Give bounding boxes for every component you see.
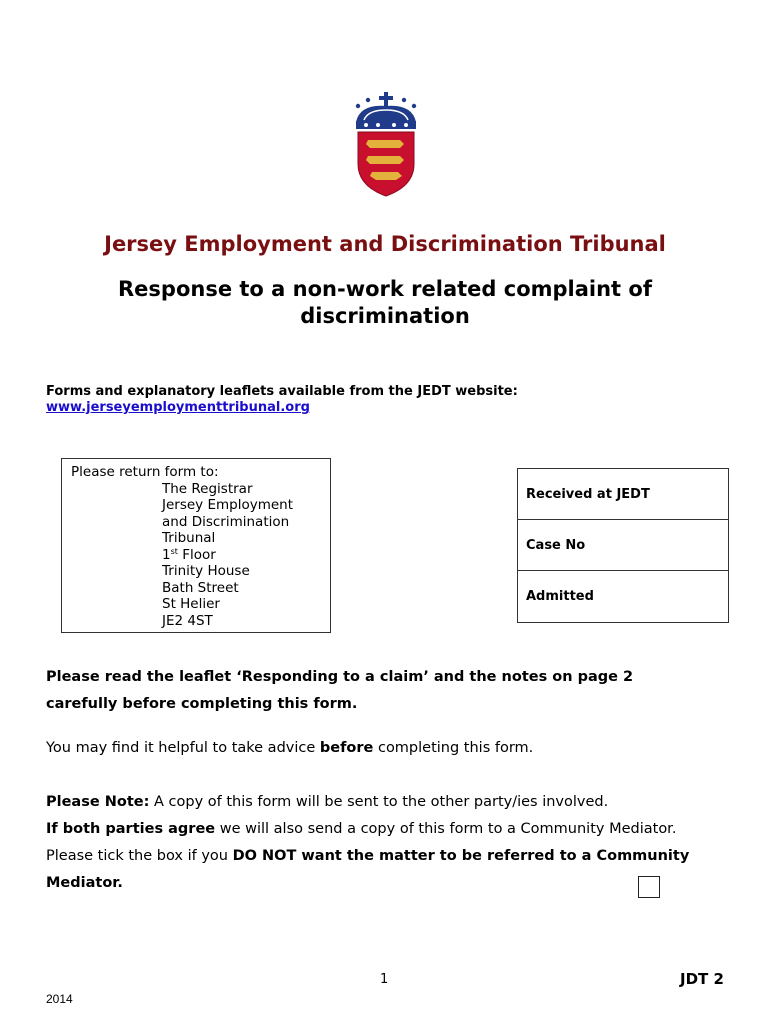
case-no-label: Case No	[526, 537, 586, 553]
leaflet-instruction	[46, 664, 736, 718]
note-line	[46, 789, 736, 816]
agree-text: we will also send a copy of this form to a Community Mediator.	[215, 821, 677, 837]
received-label: Received at JEDT	[526, 486, 650, 502]
note-bold: Please Note:	[46, 794, 150, 810]
document-year: 2014	[46, 992, 73, 1006]
floor-suffix: st	[170, 546, 178, 556]
leaflet-line-2: carefully before completing this form.	[46, 696, 358, 712]
return-address-lines	[162, 481, 330, 630]
address-line-floor	[162, 547, 330, 564]
address-line: JE2 4ST	[162, 612, 213, 629]
admitted-label: Admitted	[526, 589, 594, 604]
office-use-box	[517, 468, 729, 623]
address-line: St Helier	[162, 596, 220, 612]
tick-line-2	[46, 870, 736, 897]
website-link[interactable]: www.jerseyemploymenttribunal.org	[46, 400, 310, 415]
note-paragraph	[46, 789, 736, 897]
tick-bold-1: DO NOT want the matter to be referred to a Community	[232, 848, 690, 864]
note-text: A copy of this form will be sent to the other party/ies involved.	[149, 794, 609, 810]
tick-pre: Please tick the box if you	[46, 848, 233, 864]
forms-info-text: Forms and explanatory leaflets available from the JEDT website:	[46, 384, 518, 399]
return-address-box	[61, 458, 331, 633]
no-mediator-checkbox[interactable]	[638, 876, 660, 898]
advice-bold: before	[319, 740, 374, 756]
floor-number: 1	[162, 546, 171, 563]
form-title-line-1: Response to a non-work related complaint of	[118, 277, 652, 301]
address-line: Trinity House	[162, 563, 250, 579]
address-line: Jersey Employment	[162, 497, 294, 513]
case-no-field	[518, 520, 728, 571]
form-title-line-2: discrimination	[300, 304, 470, 328]
address-line: and Discrimination	[162, 513, 290, 530]
page-number: 1	[380, 972, 389, 987]
address-line: The Registrar	[162, 480, 253, 497]
tick-line	[46, 843, 736, 870]
admitted-field	[518, 571, 728, 622]
advice-paragraph	[46, 735, 736, 762]
jersey-crest-logo	[350, 92, 422, 198]
agree-bold: If both parties agree	[46, 821, 216, 837]
floor-text: Floor	[177, 546, 216, 563]
document-code: JDT 2	[680, 970, 724, 988]
address-line: Bath Street	[162, 579, 239, 596]
return-label: Please return form to:	[71, 464, 219, 480]
tick-bold-2: Mediator.	[46, 875, 123, 891]
advice-pre: You may find it helpful to take advice	[46, 740, 320, 756]
forms-info	[46, 384, 518, 416]
tribunal-title: Jersey Employment and Discrimination Tribunal	[104, 232, 666, 256]
address-line: Tribunal	[162, 530, 216, 546]
advice-post: completing this form.	[373, 740, 534, 756]
form-title	[0, 276, 770, 330]
received-at-jedt-field	[518, 469, 728, 520]
agree-line	[46, 816, 736, 843]
leaflet-line-1: Please read the leaflet ‘Responding to a claim’ and the notes on page 2	[46, 669, 634, 685]
